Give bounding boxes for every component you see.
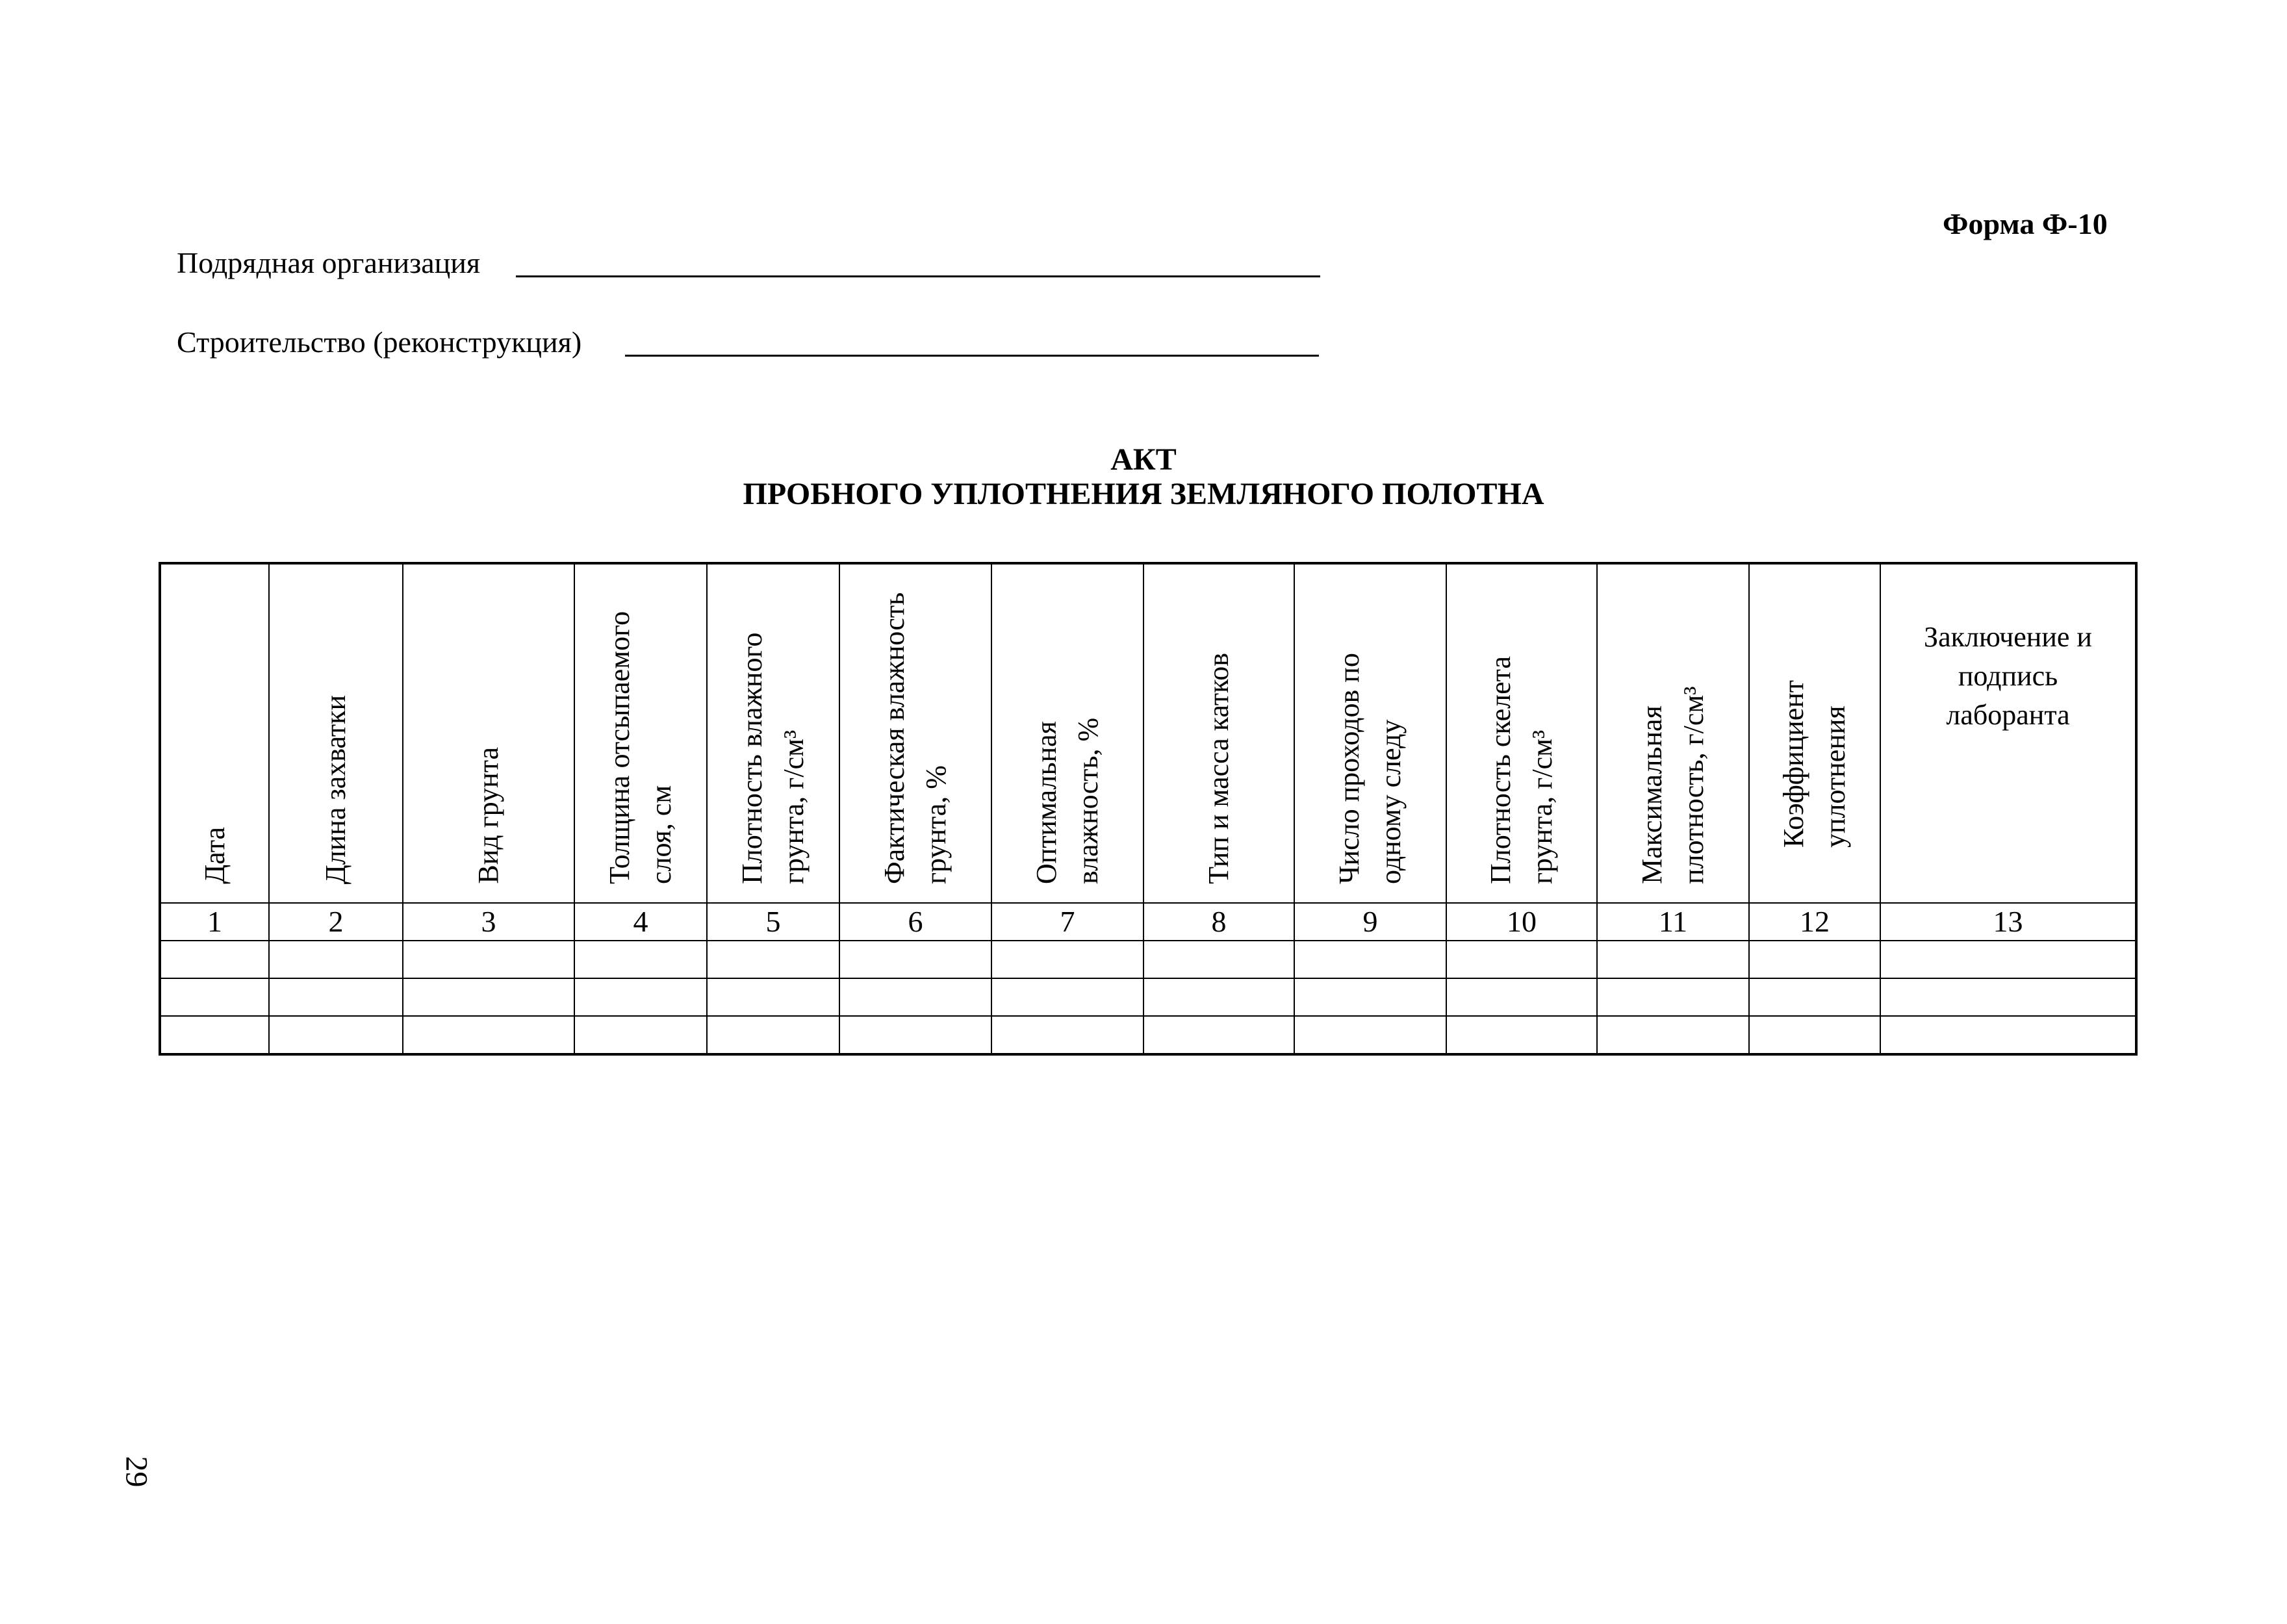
header-cell-length — [269, 563, 403, 903]
header-cell-optimal-moisture — [991, 563, 1144, 903]
construction-label: Строительство (реконструкция) — [177, 325, 582, 359]
column-number: 1 — [160, 903, 269, 941]
table-cell[interactable] — [160, 978, 269, 1016]
table-cell[interactable] — [1880, 941, 2136, 978]
header-cell-conclusion — [1880, 563, 2136, 903]
table-cell[interactable] — [707, 941, 839, 978]
header-cell-skeleton-density — [1446, 563, 1597, 903]
construction-input-line[interactable] — [625, 355, 1319, 357]
header-cell-date — [160, 563, 269, 903]
table-cell[interactable] — [269, 1016, 403, 1054]
column-number: 10 — [1446, 903, 1597, 941]
header-cell-max-density — [1597, 563, 1749, 903]
table-cell[interactable] — [991, 941, 1144, 978]
table-cell[interactable] — [1446, 1016, 1597, 1054]
table-cell[interactable] — [403, 978, 574, 1016]
contractor-input-line[interactable] — [516, 275, 1320, 277]
table-cell[interactable] — [1749, 1016, 1880, 1054]
table-header-row — [160, 563, 2136, 903]
table-cell[interactable] — [1446, 978, 1597, 1016]
table-cell[interactable] — [574, 941, 707, 978]
header-label: Длина захватки — [320, 694, 351, 884]
header-cell-compaction-coef — [1749, 563, 1880, 903]
table-cell[interactable] — [574, 978, 707, 1016]
table-cell[interactable] — [1294, 978, 1446, 1016]
table-cell[interactable] — [1597, 1016, 1749, 1054]
table-cell[interactable] — [403, 1016, 574, 1054]
header-label: Фактическая влажность грунта, % — [878, 592, 952, 884]
table-cell[interactable] — [839, 978, 991, 1016]
table-cell[interactable] — [269, 978, 403, 1016]
header-label: Заключение и подпись лаборанта — [1924, 621, 2092, 731]
table-cell[interactable] — [403, 941, 574, 978]
form-code: Форма Ф-10 — [1943, 207, 2108, 240]
table-cell[interactable] — [1144, 1016, 1294, 1054]
column-number: 3 — [403, 903, 574, 941]
table-cell[interactable] — [1880, 1016, 2136, 1054]
table-row — [160, 978, 2136, 1016]
table-cell[interactable] — [1597, 941, 1749, 978]
header-label: Толщина отсыпаемого слоя, см — [604, 611, 677, 884]
table-cell[interactable] — [839, 1016, 991, 1054]
header-label: Вид грунта — [472, 747, 504, 884]
document-subtitle: ПРОБНОГО УПЛОТНЕНИЯ ЗЕМЛЯНОГО ПОЛОТНА — [743, 477, 1544, 511]
header-label: Оптимальная влажность, % — [1030, 717, 1104, 884]
header-cell-roller-type — [1144, 563, 1294, 903]
table-cell[interactable] — [574, 1016, 707, 1054]
column-number: 13 — [1880, 903, 2136, 941]
column-numbers-row — [160, 903, 2136, 941]
table-cell[interactable] — [269, 941, 403, 978]
table-row — [160, 1016, 2136, 1054]
table-cell[interactable] — [1597, 978, 1749, 1016]
construction-field — [177, 325, 581, 359]
header-label: Коэффициент уплотнения — [1778, 679, 1851, 848]
table-cell[interactable] — [991, 1016, 1144, 1054]
column-number: 12 — [1749, 903, 1880, 941]
column-number: 11 — [1597, 903, 1749, 941]
column-number: 5 — [707, 903, 839, 941]
table-cell[interactable] — [707, 1016, 839, 1054]
table-cell[interactable] — [1294, 941, 1446, 978]
table-cell[interactable] — [1880, 978, 2136, 1016]
column-number: 8 — [1144, 903, 1294, 941]
column-number: 7 — [991, 903, 1144, 941]
table-cell[interactable] — [1749, 978, 1880, 1016]
act-table — [159, 562, 2138, 1056]
table-cell[interactable] — [1144, 978, 1294, 1016]
table-cell[interactable] — [1446, 941, 1597, 978]
header-cell-layer-thickness — [574, 563, 707, 903]
column-number: 2 — [269, 903, 403, 941]
table-cell[interactable] — [1144, 941, 1294, 978]
column-number: 9 — [1294, 903, 1446, 941]
table-cell[interactable] — [707, 978, 839, 1016]
table-cell[interactable] — [1294, 1016, 1446, 1054]
header-label: Дата — [198, 827, 231, 884]
table-cell[interactable] — [839, 941, 991, 978]
header-label: Плотность скелета грунта, г/см³ — [1485, 656, 1558, 884]
header-label: Максимальная плотность, г/см³ — [1636, 686, 1709, 884]
contractor-field — [177, 246, 480, 280]
header-cell-soil-type — [403, 563, 574, 903]
table-row — [160, 941, 2136, 978]
contractor-label: Подрядная организация — [177, 246, 481, 279]
header-cell-passes — [1294, 563, 1446, 903]
header-cell-actual-moisture — [839, 563, 991, 903]
column-number: 6 — [839, 903, 991, 941]
header-label: Тип и масса катков — [1203, 653, 1234, 884]
header-cell-wet-density — [707, 563, 839, 903]
table-cell[interactable] — [160, 941, 269, 978]
document-title: АКТ — [1110, 442, 1177, 477]
header-label: Плотность влажного грунта, г/см³ — [736, 632, 810, 884]
table-cell[interactable] — [1749, 941, 1880, 978]
page-number: 29 — [119, 1456, 154, 1488]
column-number: 4 — [574, 903, 707, 941]
table-cell[interactable] — [991, 978, 1144, 1016]
header-label: Число проходов по одному следу — [1333, 653, 1407, 884]
table-cell[interactable] — [160, 1016, 269, 1054]
